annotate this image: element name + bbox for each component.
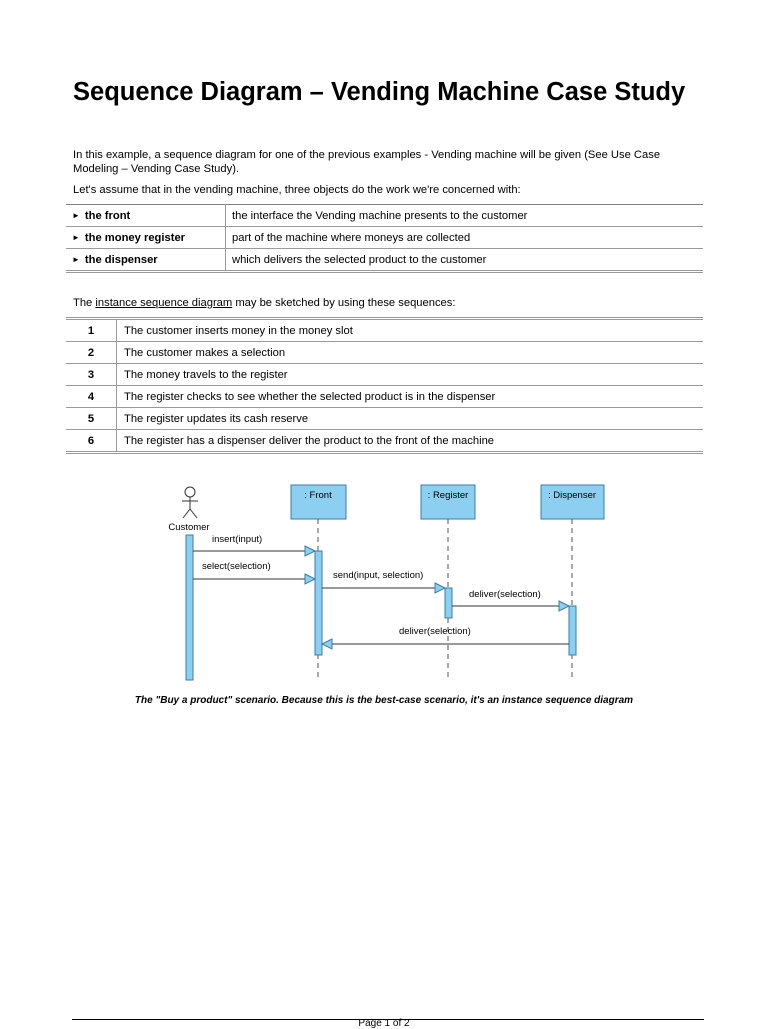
customer-activation-bar [186, 535, 193, 680]
arrow-head-icon [435, 583, 445, 593]
page-number: Page 1 of 2 [358, 1018, 410, 1029]
instance-sequence-diagram-link[interactable]: instance sequence diagram [95, 297, 233, 309]
assume-paragraph: Let's assume that in the vending machine, three objects do the work we're concerned with: [73, 184, 521, 196]
step-text: The customer makes a selection [117, 342, 704, 364]
step-number: 5 [66, 408, 117, 430]
arrow-head-icon [305, 546, 315, 556]
step-number: 6 [66, 430, 117, 453]
step-text: The register checks to see whether the selected product is in the dispenser [117, 386, 704, 408]
actor-label: Customer [168, 522, 210, 533]
object-name: the dispenser [84, 253, 158, 266]
page-title: Sequence Diagram – Vending Machine Case Study [73, 78, 686, 106]
customer-actor-icon [182, 487, 198, 518]
register-lifeline-label: : Register [427, 490, 469, 501]
object-name: the money register [84, 231, 186, 244]
step-number: 1 [66, 319, 117, 342]
object-description: which delivers the selected product to the customer [226, 249, 704, 272]
object-description: part of the machine where moneys are collected [226, 227, 704, 249]
dispenser-activation-bar [569, 606, 576, 655]
diagram-caption: The "Buy a product" scenario. Because this is the best-case scenario, it's an instance sequence diagram [134, 695, 634, 706]
message-label: send(input, selection) [333, 570, 424, 581]
triangle-bullet-icon: ► [72, 254, 80, 264]
message-label: select(selection) [202, 561, 271, 572]
step-text: The register has a dispenser deliver the product to the front of the machine [117, 430, 704, 453]
triangle-bullet-icon: ► [72, 210, 80, 220]
front-lifeline-label: : Front [304, 490, 332, 501]
message-label: deliver(selection) [399, 626, 471, 637]
intro-paragraph: In this example, a sequence diagram for one of the previous examples - Vending machine will be given (See Use Case Modeling – Vending Case Study). [73, 149, 661, 175]
message-label: deliver(selection) [469, 589, 541, 600]
arrow-head-icon [322, 639, 332, 649]
register-activation-bar [445, 588, 452, 618]
sequence-intro: The instance sequence diagram may be sketched by using these sequences: [73, 297, 456, 309]
step-number: 2 [66, 342, 117, 364]
step-number: 4 [66, 386, 117, 408]
step-text: The customer inserts money in the money slot [117, 319, 704, 342]
object-description: the interface the Vending machine presents to the customer [226, 205, 704, 227]
object-name: the front [84, 209, 131, 222]
arrow-head-icon [559, 601, 569, 611]
dispenser-lifeline-label: : Dispenser [547, 490, 597, 501]
front-activation-bar [315, 551, 322, 655]
arrow-head-icon [305, 574, 315, 584]
triangle-bullet-icon: ► [72, 232, 80, 242]
message-label: insert(input) [212, 534, 263, 545]
step-text: The money travels to the register [117, 364, 704, 386]
step-text: The register updates its cash reserve [117, 408, 704, 430]
step-number: 3 [66, 364, 117, 386]
